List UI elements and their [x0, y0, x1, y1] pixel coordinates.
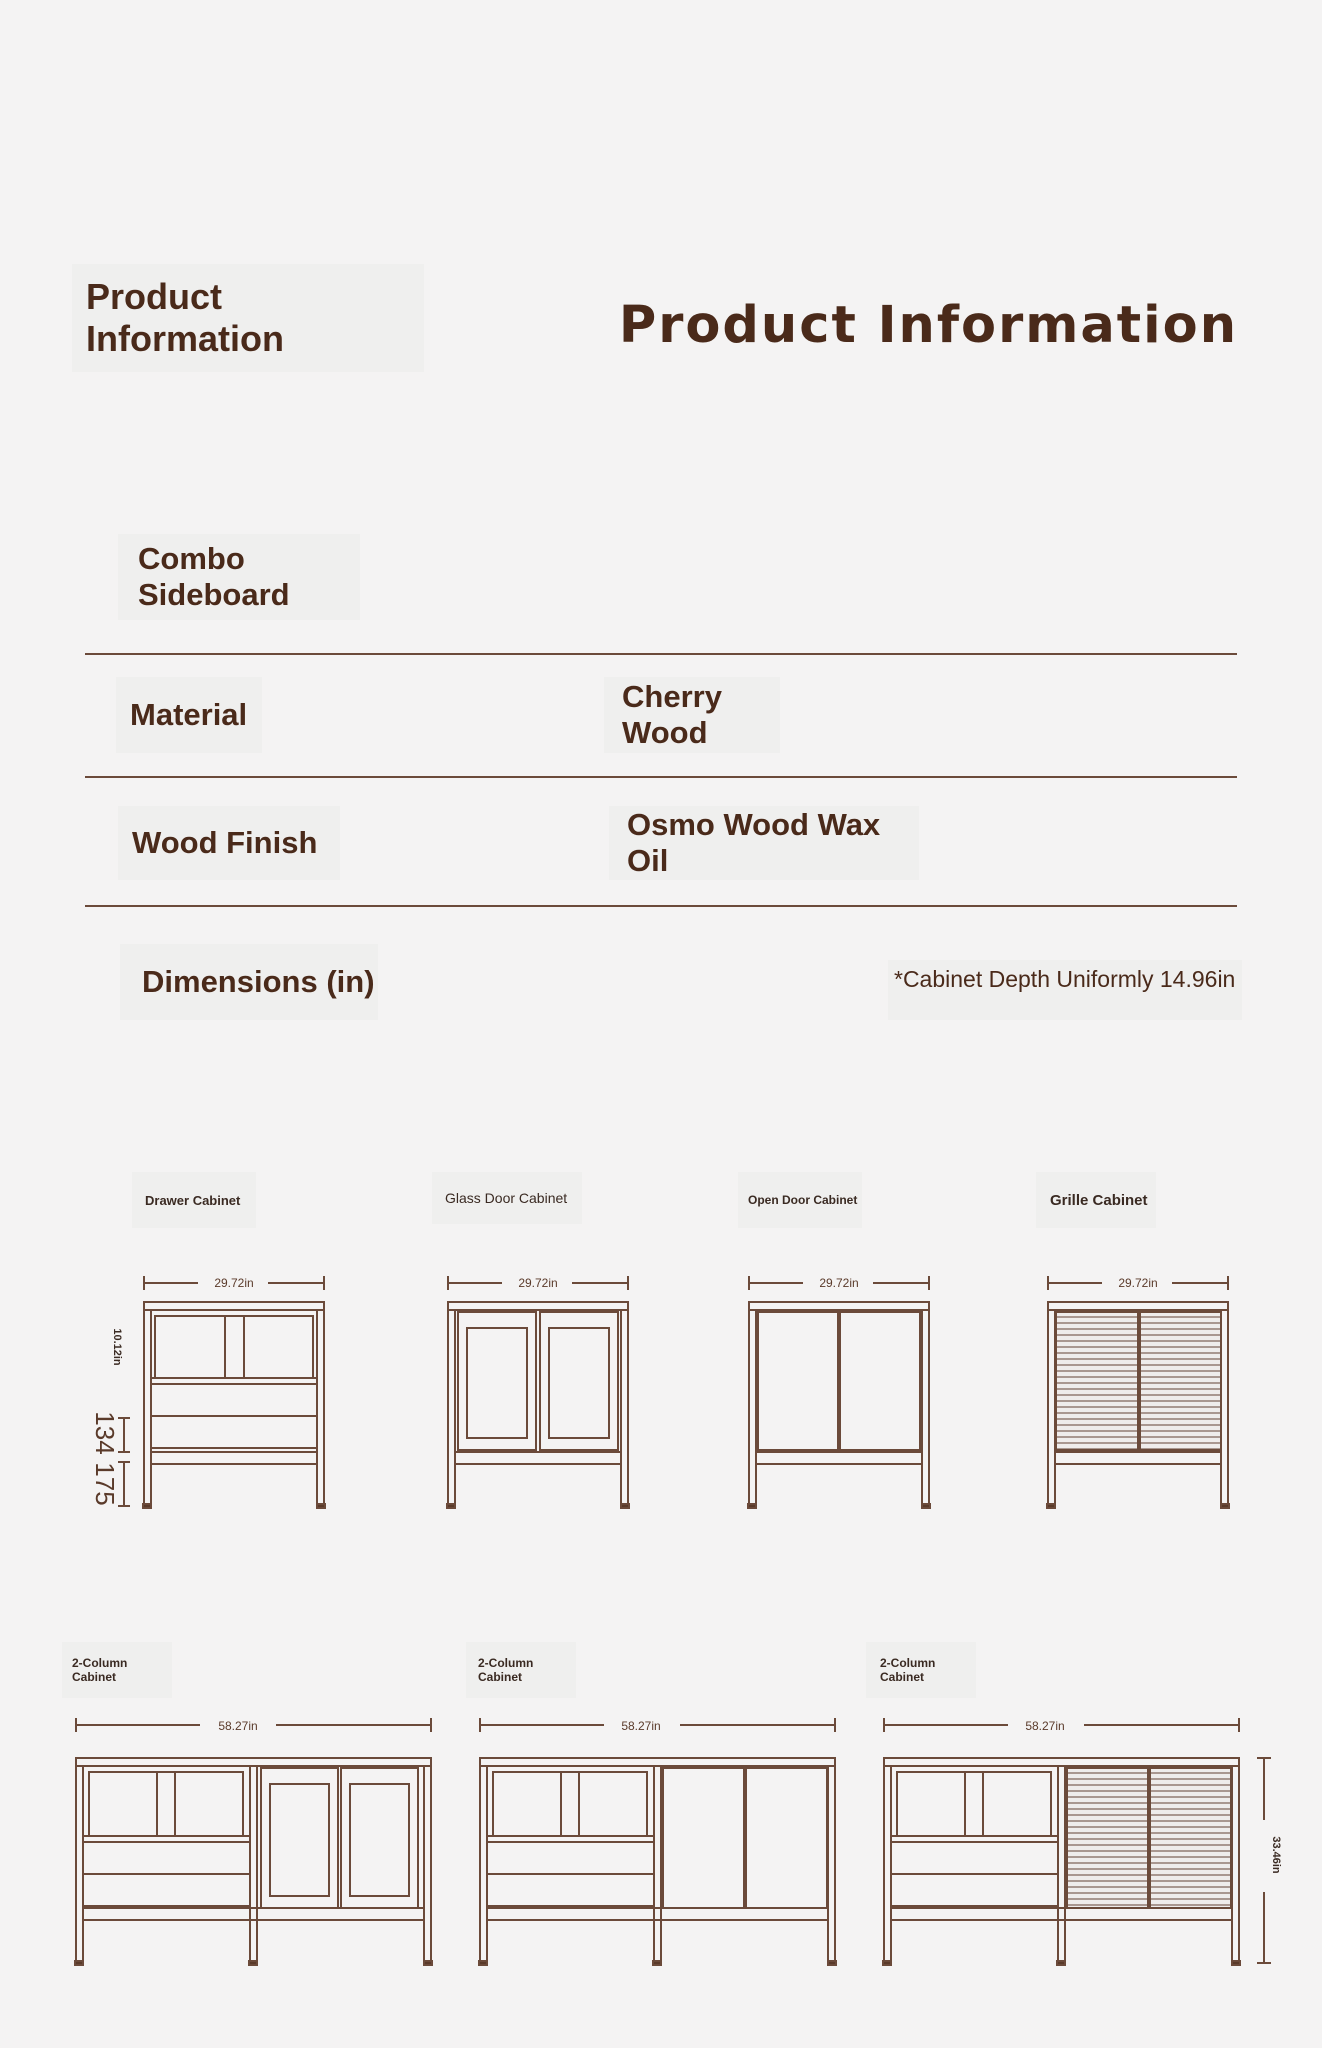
middle-height-label: 134: [90, 1411, 120, 1455]
drawer-cabinet-drawing: [143, 1302, 325, 1508]
divider: [85, 776, 1237, 778]
single-cabinets-drawing: [0, 1260, 1322, 1520]
material-label: Material: [116, 677, 262, 753]
width-dimension: [144, 1276, 1228, 1290]
two-column-cabinet-drawing: [75, 1758, 432, 1965]
product-name: Combo Sideboard: [118, 534, 360, 620]
two-column-cabinet-drawing: [479, 1758, 836, 1965]
width-label: 58.27in: [621, 1719, 661, 1733]
width-label: 29.72in: [1118, 1276, 1158, 1290]
glass-door-cabinet-drawing: [447, 1302, 629, 1508]
two-column-cabinet-label: 2-Column Cabinet: [62, 1642, 172, 1698]
divider: [85, 905, 1237, 907]
two-column-cabinet-drawing: [883, 1758, 1240, 1965]
height-label: 33.46in: [1270, 1836, 1282, 1874]
drawer-cabinet-label: Drawer Cabinet: [132, 1172, 256, 1228]
dimensions-label: Dimensions (in): [120, 944, 378, 1020]
wood-finish-value: Osmo Wood Wax Oil: [609, 806, 919, 880]
width-label: 58.27in: [218, 1719, 258, 1733]
depth-note: *Cabinet Depth Uniformly 14.96in: [888, 960, 1242, 1020]
wood-finish-label: Wood Finish: [118, 806, 340, 880]
page-title-right: Product Information: [618, 296, 1238, 355]
width-label: 29.72in: [819, 1276, 859, 1290]
width-label: 58.27in: [1025, 1719, 1065, 1733]
width-label: 29.72in: [214, 1276, 254, 1290]
two-column-cabinet-label: 2-Column Cabinet: [866, 1642, 976, 1698]
double-cabinets-drawing: [0, 1700, 1322, 1980]
divider: [85, 653, 1237, 655]
material-value: Cherry Wood: [604, 677, 780, 753]
two-column-cabinet-label: 2-Column Cabinet: [466, 1642, 576, 1698]
glass-door-cabinet-label: Glass Door Cabinet: [432, 1172, 582, 1224]
lower-height-label: 175: [90, 1462, 120, 1506]
upper-height-label: 10.12in: [111, 1328, 123, 1366]
grille-cabinet-drawing: [1047, 1302, 1229, 1508]
open-door-cabinet-drawing: [748, 1302, 930, 1508]
open-door-cabinet-label: Open Door Cabinet: [738, 1172, 862, 1228]
page-title-left: Product Information: [72, 264, 424, 372]
width-label: 29.72in: [518, 1276, 558, 1290]
grille-cabinet-label: Grille Cabinet: [1036, 1172, 1156, 1228]
